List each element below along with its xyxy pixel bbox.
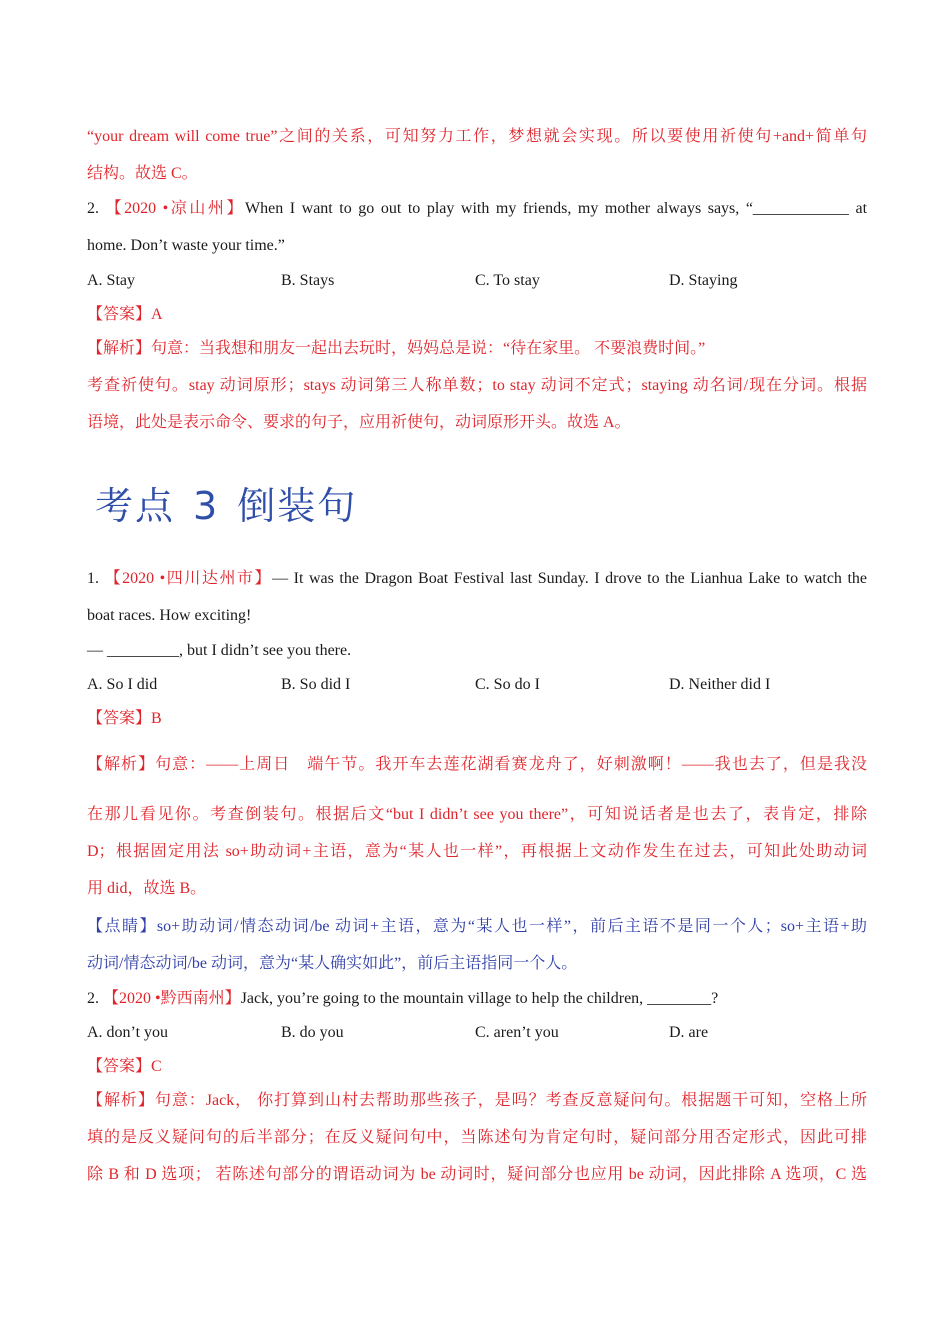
explanation-line: 语境，此处是表示命令、要求的句子，应用祈使句，动词原形开头。故选 A。 [87,414,631,431]
answer: 【答案】C [87,1058,162,1075]
explanation-line: 结构。故选 C。 [87,165,198,182]
question-stem-cont: boat races. How exciting! [87,607,252,624]
heading-label: 考点 [95,484,176,528]
option-a: A. Stay [87,272,135,289]
question-source: 【2020 •四川达州市】 [104,570,273,587]
question-source: 【2020 •凉山州】 [105,200,246,217]
explanation-line: 【解析】句意：——上周日 端午节。我开车去莲花湖看赛龙舟了，好刺激啊！——我也去了，但是我没 [87,756,867,773]
question-stem-cont: home. Don’t waste your time.” [87,237,285,254]
tip-line: 【点睛】so+助动词/情态动词/be 动词+主语，意为“某人也一样”，前后主语不是同一个人；so+主语+助 [87,918,867,935]
explanation-line: 【解析】句意：当我想和朋友一起出去玩时，妈妈总是说：“待在家里。 不要浪费时间。” [87,340,706,357]
question-number: 2. [87,990,103,1007]
option-d: D. Neither did I [669,676,771,693]
section-heading [95,482,375,530]
heading-title: 倒装句 [237,484,358,528]
explanation-line: 考查祈使句。stay 动词原形；stays 动词第三人称单数；to stay 动词不定式；staying 动名词/现在分词。根据 [87,377,867,394]
option-d: D. are [669,1024,709,1041]
option-a: A. don’t you [87,1024,169,1041]
question-text: When I want to go out to play with my friends, my mother always says, “____________ at [245,200,868,217]
question-stem-cont: — _________, but I didn’t see you there. [87,642,352,659]
option-b: B. do you [281,1024,344,1041]
question-source: 【2020 •黔西南州】 [103,990,241,1007]
explanation-line: 填的是反义疑问句的后半部分；在反义疑问句中，当陈述句为肯定句时，疑问部分用否定形式，因此可排 [87,1129,867,1146]
explanation-line: 在那儿看见你。考查倒装句。根据后文“but I didn’t see you there”，可知说话者是也去了，表肯定，排除 [87,806,867,823]
explanation-line: 用 did，故选 B。 [87,880,207,897]
option-b: B. Stays [281,272,335,289]
heading-number: 3 [193,484,220,528]
question-stem [87,568,867,590]
explanation-line: D；根据固定用法 so+助动词+主语，意为“某人也一样”，再根据上文动作发生在过去，可知此处助动词 [87,843,867,860]
option-c: C. So do I [475,676,540,693]
explanation-line: “your dream will come true”之间的关系，可知努力工作，梦想就会实现。所以要使用祈使句+and+简单句 [87,128,867,145]
option-d: D. Staying [669,272,738,289]
question-stem [87,988,867,1010]
question-number: 2. [87,200,106,217]
question-number: 1. [87,570,105,587]
option-a: A. So I did [87,676,158,693]
option-b: B. So did I [281,676,351,693]
tip-line: 动词/情态动词/be 动词，意为“某人确实如此”，前后主语指同一个人。 [87,955,578,972]
option-c: C. aren’t you [475,1024,559,1041]
option-c: C. To stay [475,272,540,289]
question-text: Jack, you’re going to the mountain village to help the children, ________? [240,990,719,1007]
question-stem [87,198,867,220]
question-text: — It was the Dragon Boat Festival last Sunday. I drove to the Lianhua Lake to watch the [272,570,868,587]
explanation-line: 除 B 和 D 选项； 若陈述句部分的谓语动词为 be 动词时，疑问部分也应用 be 动词，因此排除 A 选项，C 选 [87,1166,867,1183]
answer: 【答案】A [87,306,163,323]
explanation-line: 【解析】句意：Jack， 你打算到山村去帮助那些孩子，是吗？考查反意疑问句。根据题干可知，空格上所 [87,1092,867,1109]
answer: 【答案】B [87,710,162,727]
